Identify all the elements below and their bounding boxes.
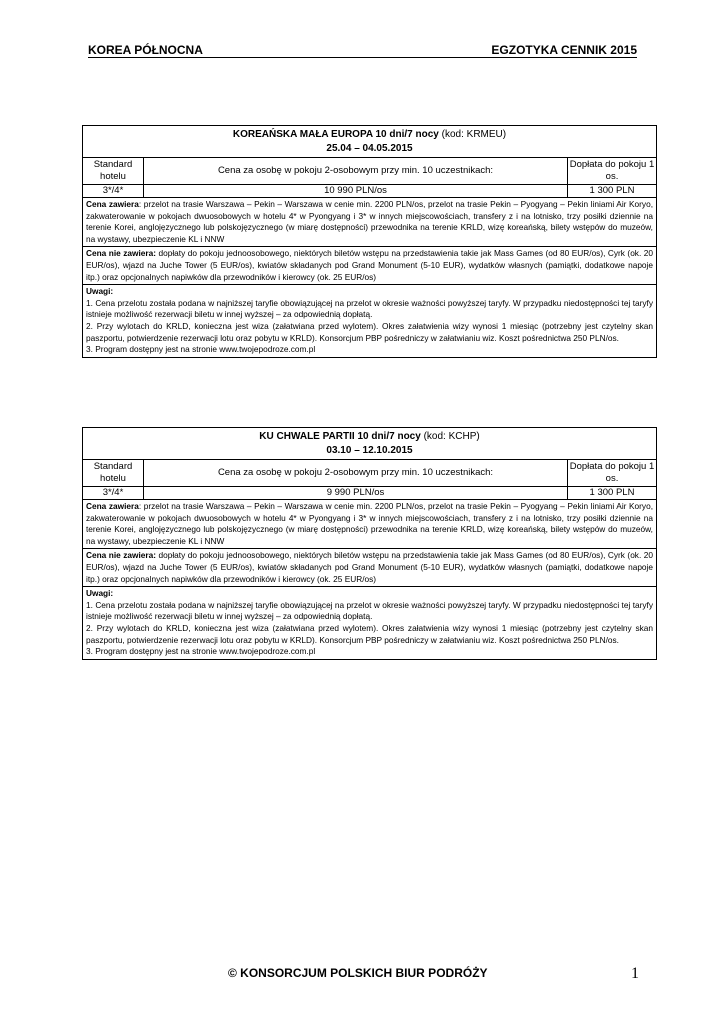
tour-title: KOREAŃSKA MAŁA EUROPA 10 dni/7 nocy (kod: KRMEU) [232, 129, 507, 140]
note-1: 1. Cena przelotu została podana w najniższej taryfie obowiązującej na przelot w okresie ważności powyższej taryfy. W przypadku niedostępności tej taryfy istnieje możliwość rezerwacji biletu w innej wyższej – za odpowiednią dopłatą. [86, 599, 653, 622]
footer-copyright: © KONSORCJUM POLSKICH BIUR PODRÓŻY [228, 966, 488, 980]
hotel-standard: 3*/4* [83, 487, 144, 499]
notes-label: Uwagi: [86, 286, 114, 297]
price-value: 10 990 PLN/os [144, 185, 568, 197]
table-row [83, 184, 656, 197]
price-includes: Cena zawiera: przelot na trasie Warszawa – Pekin – Warszawa w cenie min. 2200 PLN/os, przelot na trasie Pekin – Pyogyang – Pekin liniami Air Koryo, zakwaterowanie w pokojach dwuosobowych w hotelu 4* w Pyongyang i 3* w innych miejscowościach, transfery z i na lotnisko, trzy posiłki dziennie na terenie Korei, anglojęzycznego lub polskojęzycznego (w miarę dostępności) przewodnika na terenie KRLD, wizę koreańską, bilety wstępów do muzeów, na wystawy, ubezpieczenie KL i NNW [83, 197, 656, 246]
note-2: 2. Przy wylotach do KRLD, konieczna jest wiza (załatwiana przed wylotem). Okres załatwienia wizy wynosi 1 miesiąc (potrzebny jest czytelny skan paszportu, potwierdzenie rezerwacji lotu oraz pobytu w KRLD). Konsorcjum PBP pośredniczy w załatwianiu wiz. Koszt pośrednictwa 250 PLN/os. [86, 622, 653, 645]
price-excludes: Cena nie zawiera: dopłaty do pokoju jednoosobowego, niektórych biletów wstępu na przedstawienia takie jak Mass Games (od 80 EUR/os), Cyrk (ok. 20 EUR/os), wjazd na Juche Tower (5 EUR/os), kwiatów składanych pod Grand Monument (5-10 EUR), wydatków własnych (pamiątki, dodatkowe napoje itp.) oraz opcjonalnych napiwków dla przewodników i kierowcy (ok. 25 EUR/os) [83, 246, 656, 284]
tour-title: KU CHWALE PARTII 10 dni/7 nocy (kod: KCHP) [259, 431, 480, 442]
col-price-header: Cena za osobę w pokoju 2-osobowym przy min. 10 uczestnikach: [144, 158, 568, 184]
col-standard-header: Standard hotelu [83, 158, 144, 184]
tour-table-kchp [82, 427, 657, 660]
notes [83, 586, 656, 659]
price-excludes: Cena nie zawiera: dopłaty do pokoju jednoosobowego, niektórych biletów wstępu na przedstawienia takie jak Mass Games (od 80 EUR/os), Cyrk (ok. 20 EUR/os), wjazd na Juche Tower (5 EUR/os), kwiatów składanych pod Grand Monument (5-10 EUR), wydatków własnych (pamiątki, dodatkowe napoje itp.) oraz opcjonalnych napiwków dla przewodników i kierowcy (ok. 25 EUR/os) [83, 548, 656, 586]
page-header [88, 43, 637, 58]
notes [83, 284, 656, 357]
price-includes: Cena zawiera: przelot na trasie Warszawa – Pekin – Warszawa w cenie min. 2200 PLN/os, przelot na trasie Pekin – Pyogyang – Pekin liniami Air Koryo, zakwaterowanie w pokojach dwuosobowych w hotelu 4* w Pyongyang i 3* w innych miejscowościach, transfery z i na lotnisko, trzy posiłki dziennie na terenie Korei, anglojęzycznego lub polskojęzycznego (w miarę dostępności) przewodnika na terenie KRLD, wizę koreańską, bilety wstępów do muzeów, na wystawy, ubezpieczenie KL i NNW [83, 499, 656, 548]
note-2: 2. Przy wylotach do KRLD, konieczna jest wiza (załatwiana przed wylotem). Okres załatwienia wizy wynosi 1 miesiąc (potrzebny jest czytelny skan paszportu, potwierdzenie rezerwacji lotu oraz pobytu w KRLD). Konsorcjum PBP pośredniczy w załatwianiu wiz. Koszt pośrednictwa 250 PLN/os. [86, 320, 653, 343]
header-catalog: EGZOTYKA CENNIK 2015 [491, 43, 637, 57]
col-price-header: Cena za osobę w pokoju 2-osobowym przy min. 10 uczestnikach: [144, 460, 568, 486]
table-row [83, 486, 656, 499]
page-number: 1 [631, 965, 639, 982]
note-3: 3. Program dostępny jest na stronie www.twojepodroze.com.pl [86, 344, 316, 355]
tour-dates: 03.10 – 12.10.2015 [326, 445, 413, 456]
tour-table-krmeu [82, 125, 657, 358]
price-value: 9 990 PLN/os [144, 487, 568, 499]
supplement-value: 1 300 PLN [589, 185, 635, 196]
table-header-row [83, 459, 656, 486]
notes-label: Uwagi: [86, 588, 114, 599]
header-country: KOREA PÓŁNOCNA [88, 43, 203, 57]
col-supplement-header: Dopłata do pokoju 1 os. [569, 461, 655, 484]
col-supplement-header: Dopłata do pokoju 1 os. [569, 159, 655, 182]
tour-dates: 25.04 – 04.05.2015 [326, 143, 413, 154]
supplement-value: 1 300 PLN [589, 487, 635, 498]
table-header-row [83, 157, 656, 184]
hotel-standard: 3*/4* [83, 185, 144, 197]
col-standard-header: Standard hotelu [83, 460, 144, 486]
note-1: 1. Cena przelotu została podana w najniższej taryfie obowiązującej na przelot w okresie ważności powyższej taryfy. W przypadku niedostępności tej taryfy istnieje możliwość rezerwacji biletu w innej wyższej – za odpowiednią dopłatą. [86, 297, 653, 320]
note-3: 3. Program dostępny jest na stronie www.twojepodroze.com.pl [86, 646, 316, 657]
